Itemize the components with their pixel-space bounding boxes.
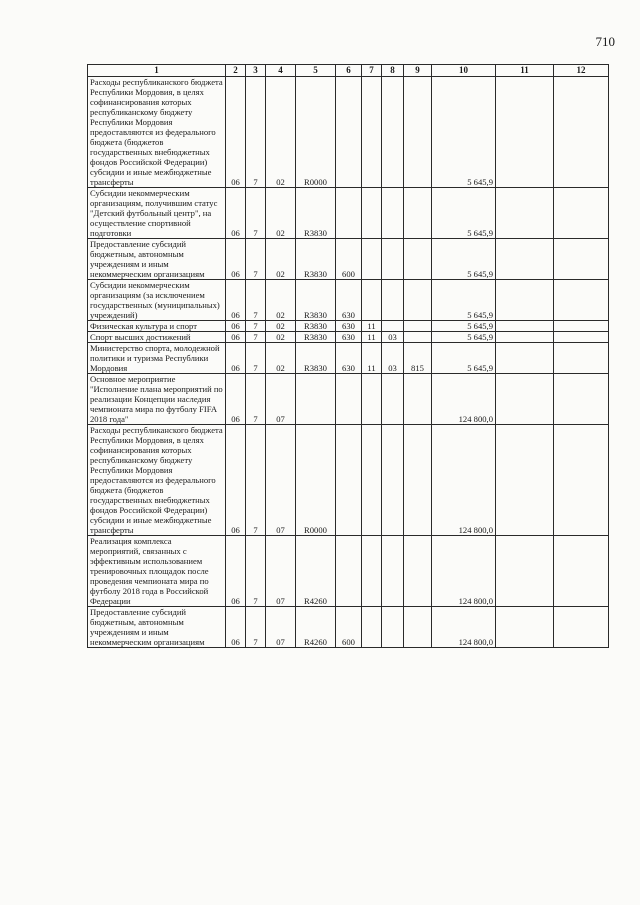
row-description: Расходы республиканского бюджета Республики Мордовия, в целях софинансирования которых республиканскому бюджету Республики Мордовия предоставляются из федерального бюджета (бюджетов государственных внебюджетных фондов Российской Федерации) субсидии и иные межбюджетные трансферты (88, 77, 226, 188)
table-cell: 7 (246, 425, 266, 536)
column-header: 4 (266, 65, 296, 77)
budget-table (87, 64, 609, 648)
table-cell (554, 332, 609, 343)
table-cell: 02 (266, 321, 296, 332)
table-cell: 630 (336, 280, 362, 321)
table-cell (362, 374, 382, 425)
column-header: 3 (246, 65, 266, 77)
table-cell: 02 (266, 188, 296, 239)
table-cell (554, 536, 609, 607)
table-cell: 7 (246, 188, 266, 239)
table-row (88, 280, 609, 321)
table-cell (336, 425, 362, 536)
table-row (88, 425, 609, 536)
table-cell (336, 77, 362, 188)
row-description: Субсидии некоммерческим организациям, получившим статус "Детский футбольный центр", на осуществление спортивной подготовки (88, 188, 226, 239)
table-cell (496, 188, 554, 239)
table-cell: 06 (226, 280, 246, 321)
table-cell (496, 321, 554, 332)
table-cell: R3830 (296, 321, 336, 332)
table-cell: R0000 (296, 425, 336, 536)
table-cell: 06 (226, 607, 246, 648)
table-cell: 03 (382, 332, 404, 343)
table-cell: R3830 (296, 188, 336, 239)
table-cell: 11 (362, 321, 382, 332)
table-cell: 06 (226, 343, 246, 374)
table-row (88, 321, 609, 332)
table-cell (496, 77, 554, 188)
table-cell: 11 (362, 332, 382, 343)
table-cell: 7 (246, 77, 266, 188)
table-cell: 7 (246, 374, 266, 425)
table-cell (362, 77, 382, 188)
table-cell (404, 280, 432, 321)
table-cell (362, 239, 382, 280)
table-cell: 7 (246, 239, 266, 280)
table-cell (496, 280, 554, 321)
table-cell (496, 536, 554, 607)
table-cell: 5 645,9 (432, 239, 496, 280)
table-cell: 124 800,0 (432, 607, 496, 648)
table-cell: 5 645,9 (432, 77, 496, 188)
table-cell: 5 645,9 (432, 343, 496, 374)
table-cell: 124 800,0 (432, 425, 496, 536)
table-cell: 06 (226, 332, 246, 343)
table-row (88, 374, 609, 425)
table-cell (496, 239, 554, 280)
row-description: Расходы республиканского бюджета Республики Мордовия, в целях софинансирования которых республиканскому бюджету Республики Мордовия предоставляются из федерального бюджета (бюджетов государственных внебюджетных фондов Российской Федерации) субсидии и иные межбюджетные трансферты (88, 425, 226, 536)
table-cell: R3830 (296, 280, 336, 321)
table-cell: 02 (266, 77, 296, 188)
table-cell (554, 374, 609, 425)
table-cell: R4260 (296, 607, 336, 648)
table-cell (496, 332, 554, 343)
row-description: Министерство спорта, молодежной политики и туризма Республики Мордовия (88, 343, 226, 374)
table-cell: R3830 (296, 343, 336, 374)
table-cell: 5 645,9 (432, 332, 496, 343)
table-cell (362, 536, 382, 607)
column-header: 8 (382, 65, 404, 77)
table-cell: 630 (336, 343, 362, 374)
table-cell (554, 607, 609, 648)
table-cell (336, 536, 362, 607)
table-cell: 7 (246, 607, 266, 648)
table-cell (554, 188, 609, 239)
table-cell (382, 77, 404, 188)
table-cell: 7 (246, 321, 266, 332)
table-row (88, 343, 609, 374)
table-cell: 630 (336, 332, 362, 343)
table-header-row (88, 65, 609, 77)
column-header: 7 (362, 65, 382, 77)
table-row (88, 77, 609, 188)
table-cell (362, 188, 382, 239)
table-cell (382, 321, 404, 332)
column-header: 12 (554, 65, 609, 77)
table-cell: 124 800,0 (432, 536, 496, 607)
table-cell: R0000 (296, 77, 336, 188)
table-cell: 124 800,0 (432, 374, 496, 425)
table-cell: 07 (266, 536, 296, 607)
column-header: 2 (226, 65, 246, 77)
table-cell: 06 (226, 77, 246, 188)
row-description: Физическая культура и спорт (88, 321, 226, 332)
row-description: Субсидии некоммерческим организациям (за исключением государственных (муниципальных) учреждений) (88, 280, 226, 321)
table-cell: 06 (226, 425, 246, 536)
table-cell (404, 239, 432, 280)
column-header: 5 (296, 65, 336, 77)
table-cell (404, 188, 432, 239)
table-cell (404, 607, 432, 648)
row-description: Основное мероприятие "Исполнение плана мероприятий по реализации Концепции наследия чемпионата мира по футболу FIFA 2018 года" (88, 374, 226, 425)
table-cell: 07 (266, 374, 296, 425)
table-cell (362, 425, 382, 536)
column-header: 6 (336, 65, 362, 77)
table-cell: 02 (266, 343, 296, 374)
table-cell (382, 374, 404, 425)
column-header: 11 (496, 65, 554, 77)
table-cell (496, 374, 554, 425)
table-cell: R4260 (296, 536, 336, 607)
table-cell: 7 (246, 332, 266, 343)
table-row (88, 332, 609, 343)
row-description: Реализация комплекса мероприятий, связанных с эффективным использованием тренировочных площадок после проведения чемпионата мира по футболу 2018 года в Российской Федерации (88, 536, 226, 607)
table-cell (496, 343, 554, 374)
table-cell: 7 (246, 280, 266, 321)
table-cell: 02 (266, 280, 296, 321)
table-cell: 11 (362, 343, 382, 374)
table-row (88, 239, 609, 280)
table-cell (554, 77, 609, 188)
row-description: Предоставление субсидий бюджетным, автономным учреждениям и иным некоммерческим организациям (88, 607, 226, 648)
table-cell (382, 239, 404, 280)
table-row (88, 607, 609, 648)
table-cell: 06 (226, 321, 246, 332)
table-cell (404, 374, 432, 425)
table-cell: 600 (336, 239, 362, 280)
column-header: 10 (432, 65, 496, 77)
table-cell (404, 332, 432, 343)
table-cell (404, 321, 432, 332)
table-cell: 02 (266, 239, 296, 280)
table-cell: 7 (246, 343, 266, 374)
column-header: 9 (404, 65, 432, 77)
table-cell (404, 77, 432, 188)
table-cell: 06 (226, 536, 246, 607)
table-cell: 7 (246, 536, 266, 607)
table-cell (382, 280, 404, 321)
table-cell: 06 (226, 188, 246, 239)
table-cell: 07 (266, 607, 296, 648)
table-cell (554, 280, 609, 321)
table-cell (404, 425, 432, 536)
table-cell: 5 645,9 (432, 280, 496, 321)
table-cell (296, 374, 336, 425)
table-cell: 03 (382, 343, 404, 374)
table-cell (496, 607, 554, 648)
table-row (88, 188, 609, 239)
table-cell: R3830 (296, 332, 336, 343)
table-cell (382, 188, 404, 239)
table-cell: 630 (336, 321, 362, 332)
table-cell (382, 607, 404, 648)
table-cell (554, 425, 609, 536)
table-cell (554, 343, 609, 374)
column-header: 1 (88, 65, 226, 77)
table-cell (554, 321, 609, 332)
table-cell: 02 (266, 332, 296, 343)
table-cell (554, 239, 609, 280)
table-cell: 5 645,9 (432, 321, 496, 332)
table-cell: 5 645,9 (432, 188, 496, 239)
row-description: Предоставление субсидий бюджетным, автономным учреждениям и иным некоммерческим организациям (88, 239, 226, 280)
table-cell (336, 188, 362, 239)
table-cell (362, 280, 382, 321)
table-cell (336, 374, 362, 425)
table-row (88, 536, 609, 607)
table-cell (382, 536, 404, 607)
table-cell: 07 (266, 425, 296, 536)
table-cell (496, 425, 554, 536)
table-cell: 06 (226, 239, 246, 280)
table-cell: 600 (336, 607, 362, 648)
page-number: 710 (595, 34, 615, 49)
table-cell: 815 (404, 343, 432, 374)
table-cell: R3830 (296, 239, 336, 280)
table-cell (404, 536, 432, 607)
table-cell (362, 607, 382, 648)
table-cell (382, 425, 404, 536)
row-description: Спорт высших достижений (88, 332, 226, 343)
table-cell: 06 (226, 374, 246, 425)
